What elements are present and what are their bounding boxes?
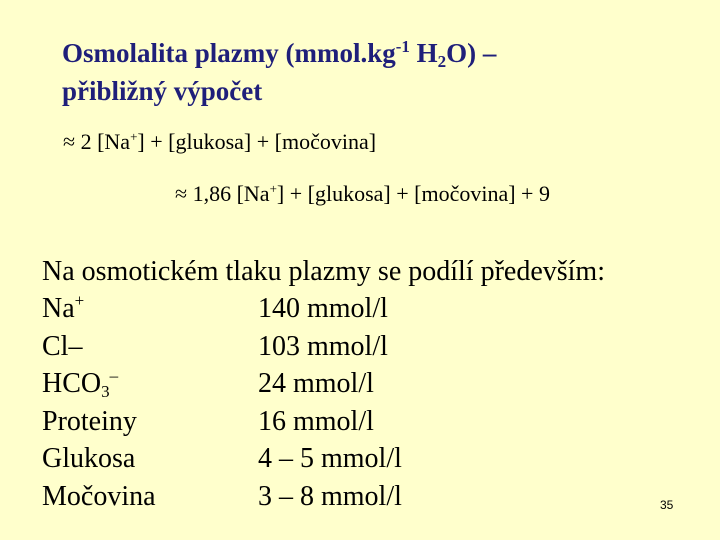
formula-approximate bbox=[63, 128, 376, 156]
component-name-sub: 3 bbox=[101, 382, 110, 402]
title-text-end: O) – bbox=[446, 38, 497, 68]
component-name-sup: + bbox=[74, 291, 85, 310]
component-value: 103 mmol/l bbox=[258, 330, 388, 362]
formula-1-suffix: ] + [glukosa] + [močovina] bbox=[137, 129, 377, 154]
component-row-sodium bbox=[42, 290, 662, 328]
component-row-chloride bbox=[42, 328, 662, 366]
intro-text: Na osmotickém tlaku plazmy se podílí především: bbox=[42, 256, 605, 287]
component-name-text: HCO bbox=[42, 368, 102, 400]
component-name bbox=[42, 478, 156, 515]
formula-1-sup: + bbox=[130, 129, 138, 144]
formula-2-suffix: ] + [glukosa] + [močovina] + 9 bbox=[276, 181, 550, 206]
slide-title bbox=[62, 34, 662, 110]
component-value: 16 mmol/l bbox=[258, 405, 374, 437]
component-name-text: Na bbox=[42, 293, 75, 324]
component-name bbox=[42, 440, 135, 477]
component-name bbox=[42, 290, 84, 327]
formula-1-prefix: ≈ 2 [Na bbox=[63, 129, 131, 154]
page-number: 35 bbox=[660, 498, 674, 512]
formula-2-sup: + bbox=[269, 181, 277, 196]
component-value: 3 – 8 mmol/l bbox=[258, 480, 402, 512]
formula-refined bbox=[175, 180, 550, 208]
title-text-h: H bbox=[409, 38, 438, 68]
component-row-glucose bbox=[42, 440, 662, 478]
component-value: 24 mmol/l bbox=[258, 368, 374, 400]
component-name-text: Proteiny bbox=[42, 405, 137, 437]
components-list bbox=[42, 290, 662, 516]
component-name-text: Cl– bbox=[42, 330, 83, 362]
component-row-bicarbonate bbox=[42, 365, 662, 403]
title-line-2: přibližný výpočet bbox=[62, 76, 263, 106]
component-row-urea bbox=[42, 478, 662, 516]
component-name bbox=[42, 403, 137, 440]
title-text: Osmolalita plazmy (mmol.kg bbox=[62, 38, 396, 68]
component-value: 4 – 5 mmol/l bbox=[258, 443, 402, 475]
component-name bbox=[42, 328, 82, 365]
component-name bbox=[42, 365, 118, 402]
title-exponent: -1 bbox=[395, 37, 410, 56]
title-subscript: 2 bbox=[437, 52, 447, 71]
component-name-text: Glukosa bbox=[42, 443, 136, 475]
title-line-1 bbox=[62, 37, 497, 71]
component-name-sup: – bbox=[109, 366, 119, 386]
component-value: 140 mmol/l bbox=[258, 293, 388, 324]
component-name-text: Močovina bbox=[42, 480, 156, 512]
formula-2-prefix: ≈ 1,86 [Na bbox=[175, 181, 270, 206]
component-row-proteins bbox=[42, 403, 662, 441]
